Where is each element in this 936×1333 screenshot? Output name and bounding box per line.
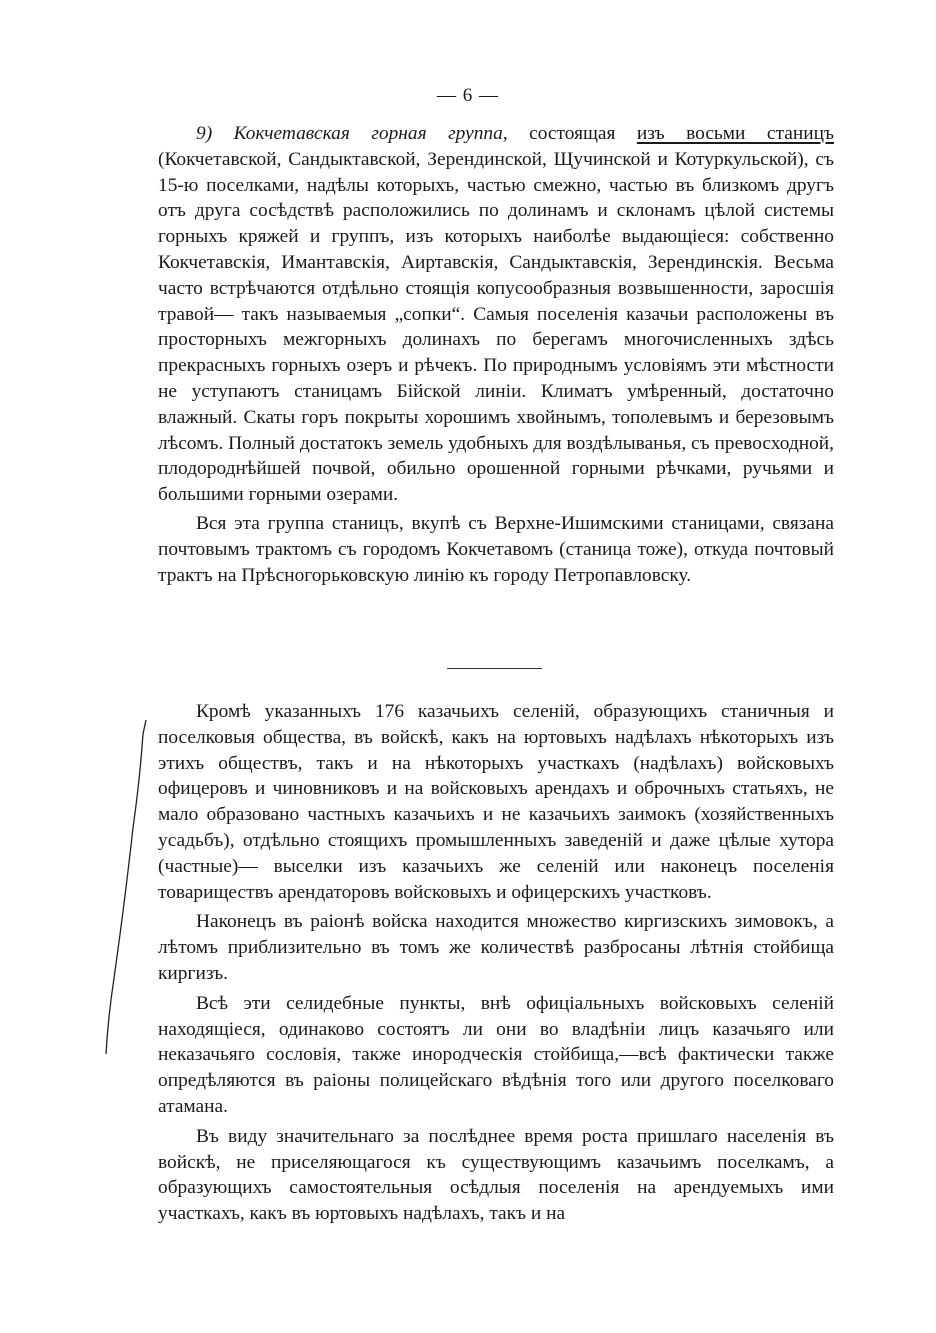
paragraph: Кромѣ указанныхъ 176 казачьихъ селеній, образующихъ станичныя и поселковыя общества, въ войскѣ, какъ на юртовыхъ надѣлахъ нѣкоторыхъ изъ этихъ обществъ, такъ и на нѣкоторыхъ участкахъ (надѣлахъ) войсковыхъ офицеровъ и чиновниковъ и на войсковыхъ арендахъ и оброчныхъ статьяхъ, не мало образовано частныхъ казачьихъ и не казачьихъ заимокъ (хозяйственныхъ усадьбъ), отдѣльно стоящихъ промышленныхъ заведеній и даже цѣлые хутора (частные)— выселки изъ казачьихъ же селеній или наконецъ поселенія товариществъ арендаторовъ войсковыхъ и офицерскихъ участковъ. xyxy=(158,701,834,903)
margin-pencil-mark xyxy=(100,718,152,1058)
section-text-before: состоящая xyxy=(507,123,637,144)
paragraph: Всѣ эти селидебные пункты, внѣ офиціальныхъ войсковыхъ селеній находящіеся, одинаково состоятъ ли они во владѣніи лицъ казачьяго или неказачьяго сословія, также инородческія стойбища,—всѣ фактически также опредѣляются въ раіоны полицейскаго вѣдѣнія того или другого поселковаго атамана. xyxy=(158,992,834,1117)
section-lower xyxy=(158,699,834,1227)
paragraph: Вся эта группа станицъ, вкупѣ съ Верхне-Ишимскими станицами, связана почтовымъ трактомъ съ городомъ Кокчетавомъ (станица тоже), откуда почтовый трактъ на Прѣсногорьковскую линію къ городу Петропавловску. xyxy=(158,512,834,586)
page-number: — 6 — xyxy=(437,85,499,106)
section-paragraph xyxy=(158,121,834,508)
section-lead: 9) Кокчетавская горная группа, xyxy=(196,123,508,144)
section-upper xyxy=(158,121,834,588)
section-text-after: (Кокчетавской, Сандыктавской, Зерендинской, Щучинской и Котуркульской), съ 15-ю поселками, надѣлы которыхъ, частью смежно, частью въ близкомъ другъ отъ друга сосѣдствѣ расположились по долинамъ и склонамъ цѣлой системы горныхъ кряжей и группъ, изъ которыхъ наиболѣе выдающіеся: собственно Кокчетавскія, Имантавскія, Аиртавскія, Сандыктавскія, Зерендинскія. Весьма часто встрѣчаются отдѣльно стоящія копусообразныя возвышенности, заросшія травой— такъ называемыя „сопки“. Самыя поселенія казачьи расположены въ просторныхъ межгорныхъ долинахъ по берегамъ многочисленныхъ здѣсь прекрасныхъ горныхъ озеръ и рѣчекъ. По природнымъ условіямъ эти мѣстности не уступаютъ станицамъ Бійской линіи. Климатъ умѣренный, достаточно влажный. Скаты горъ покрыты хорошимъ хвойнымъ, тополевымъ и березовымъ лѣсомъ. Полный достатокъ земель удобныхъ для воздѣлыванья, съ превосходной, плодороднѣйшей почвой, обильно орошенной горными рѣчками, ручьями и большими горными озерами. xyxy=(158,148,834,506)
paragraph: Въ виду значительнаго за послѣднее время роста пришлаго населенія въ войскѣ, не приселяющагося къ существующимъ казачьимъ поселкамъ, а образующихъ самостоятельныя осѣдлыя поселенія на арендуемыхъ ими участкахъ, какъ въ юртовыхъ надѣлахъ, такъ и на xyxy=(158,1125,834,1225)
underlined-phrase: изъ восьми станицъ xyxy=(636,123,834,144)
paragraph: Наконецъ въ раіонѣ войска находится множество киргизскихъ зимовокъ, а лѣтомъ приблизительно въ томъ же количествѣ разбросаны лѣтнія стойбища киргизъ. xyxy=(158,911,834,984)
section-separator xyxy=(447,668,542,669)
